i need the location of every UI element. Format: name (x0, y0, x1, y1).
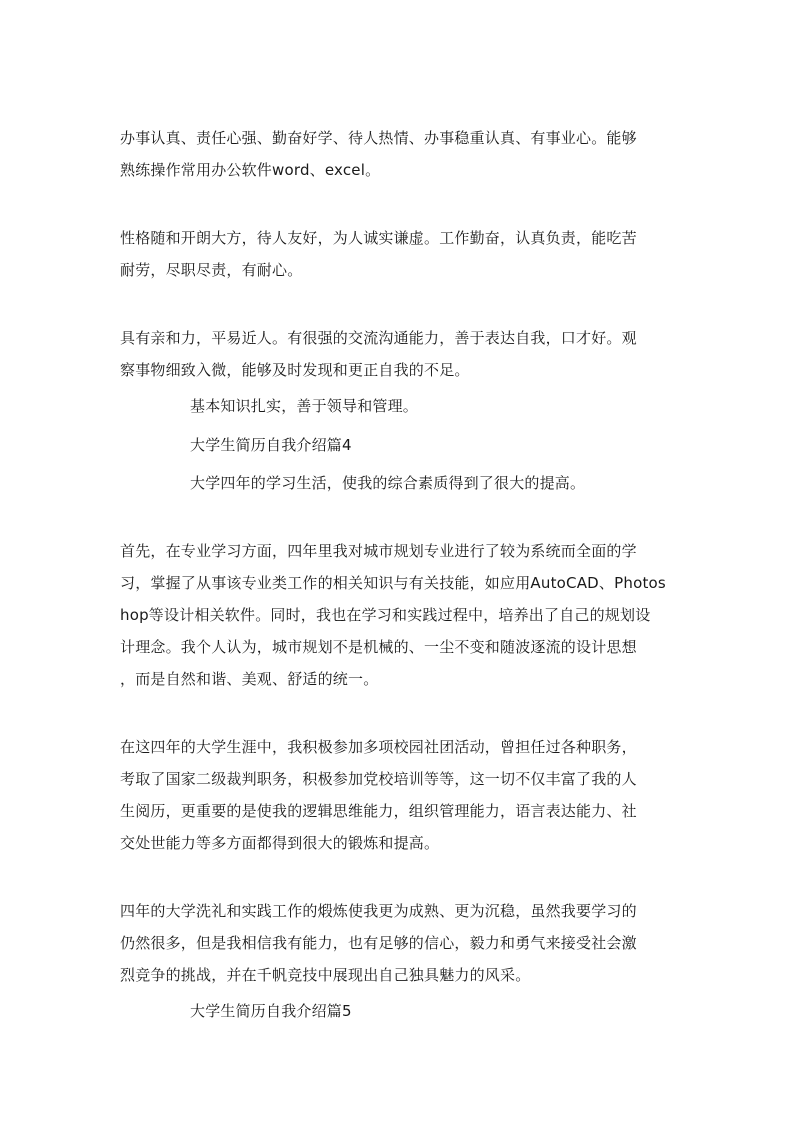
paragraph-3-line-1: 具有亲和力，平易近人。有很强的交流沟通能力，善于表达自我，口才好。观 (120, 329, 637, 347)
paragraph-6-line-2: 习，掌握了从事该专业类工作的相关知识与有关技能，如应用AutoCAD、Photos (120, 574, 666, 592)
paragraph-7-line-1: 在这四年的大学生涯中，我积极参加多项校园社团活动，曾担任过各种职务， (120, 738, 637, 756)
section-heading-5: 大学生简历自我介绍篇5 (190, 1002, 352, 1020)
paragraph-7-line-3: 生阅历，更重要的是使我的逻辑思维能力，组织管理能力，语言表达能力、社 (120, 802, 637, 820)
paragraph-8-line-3: 烈竞争的挑战，并在千帆竞技中展现出自己独具魅力的风采。 (120, 966, 531, 984)
paragraph-1-line-2: 熟练操作常用办公软件word、excel。 (120, 161, 381, 179)
paragraph-6-line-3: hop等设计相关软件。同时，我也在学习和实践过程中，培养出了自己的规划设 (120, 606, 651, 624)
paragraph-7-line-4: 交处世能力等多方面都得到很大的锻炼和提高。 (120, 834, 440, 852)
paragraph-4: 基本知识扎实，善于领导和管理。 (190, 397, 419, 415)
paragraph-6-line-1: 首先，在专业学习方面，四年里我对城市规划专业进行了较为系统而全面的学 (120, 542, 637, 560)
paragraph-8-line-1: 四年的大学洗礼和实践工作的煅炼使我更为成熟、更为沉稳，虽然我要学习的 (120, 902, 637, 920)
paragraph-6-line-4: 计理念。我个人认为，城市规划不是机械的、一尘不变和随波逐流的设计思想 (120, 638, 637, 656)
paragraph-7-line-2: 考取了国家二级裁判职务，积极参加党校培训等等，这一切不仅丰富了我的人 (120, 770, 637, 788)
paragraph-5: 大学四年的学习生活，使我的综合素质得到了很大的提高。 (190, 474, 586, 492)
paragraph-1-line-1: 办事认真、责任心强、勤奋好学、待人热情、办事稳重认真、有事业心。能够 (120, 129, 637, 147)
paragraph-3-line-2: 察事物细致入微，能够及时发现和更正自我的不足。 (120, 361, 470, 379)
paragraph-2-line-1: 性格随和开朗大方，待人友好，为人诚实谦虚。工作勤奋，认真负责，能吃苦 (120, 229, 637, 247)
paragraph-8-line-2: 仍然很多，但是我相信我有能力，也有足够的信心，毅力和勇气来接受社会激 (120, 934, 637, 952)
paragraph-6-line-5: ，而是自然和谐、美观、舒适的统一。 (120, 670, 379, 688)
paragraph-2-line-2: 耐劳，尽职尽责，有耐心。 (120, 261, 303, 279)
section-heading-4: 大学生简历自我介绍篇4 (190, 436, 352, 454)
